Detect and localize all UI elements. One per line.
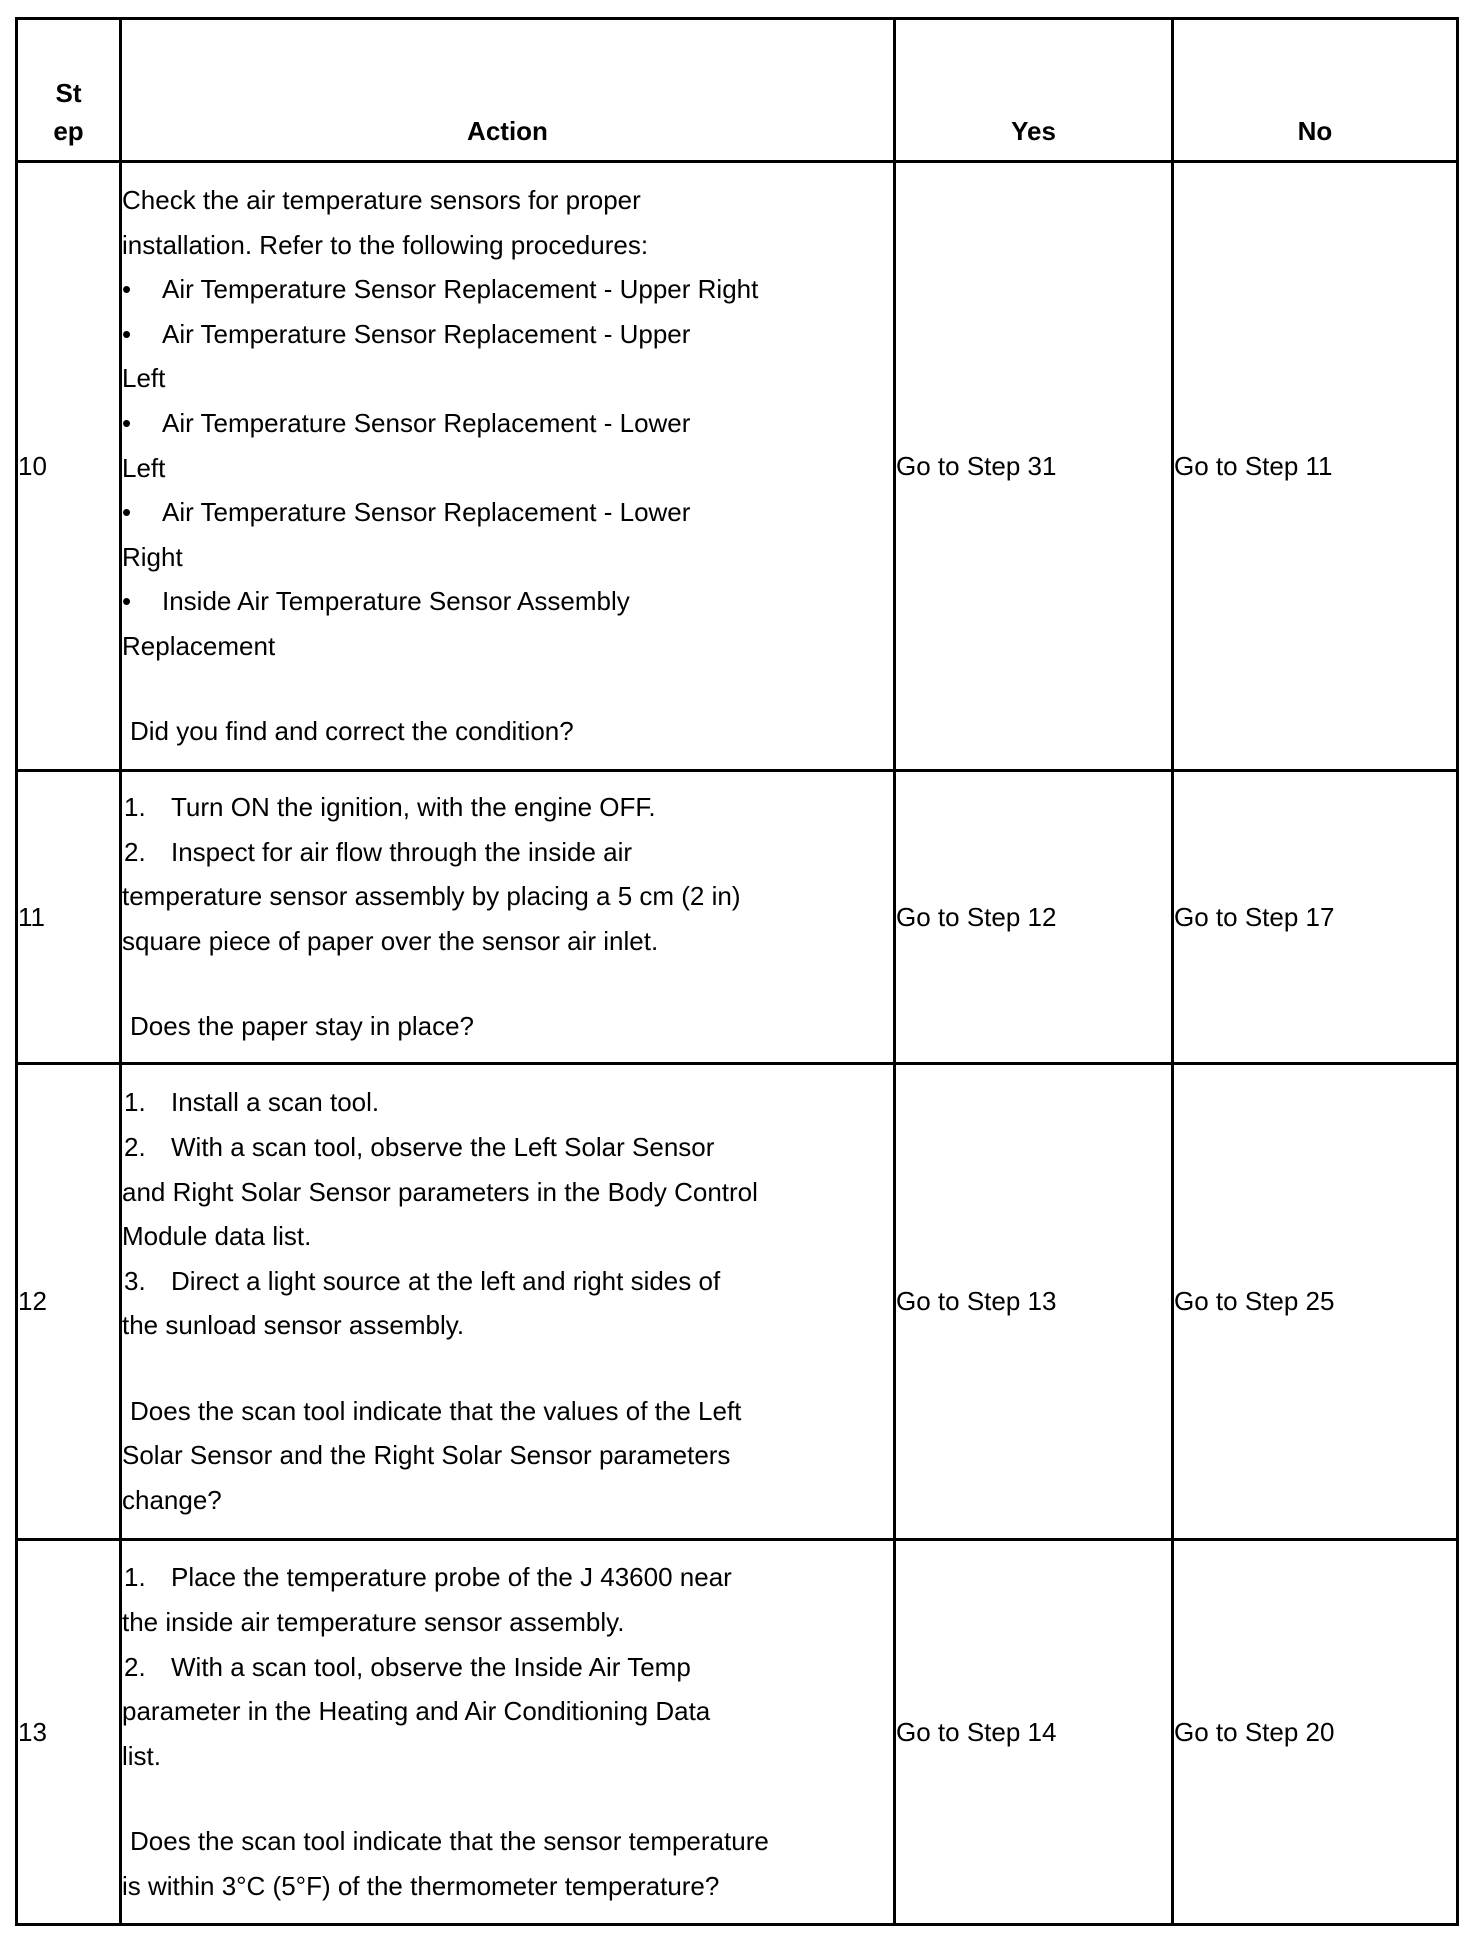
instruction-wrap-text: the inside air temperature sensor assembly. [122, 1607, 625, 1638]
bullet-icon: • [122, 274, 132, 305]
instruction-text: With a scan tool, observe the Inside Air Temp [171, 1651, 691, 1682]
no-result: Go to Step 25 [1173, 1064, 1458, 1540]
instruction-wrap-text: list. [122, 1740, 161, 1771]
yes-result: Go to Step 14 [895, 1540, 1173, 1925]
procedure-list-item [122, 267, 893, 312]
header-yes: Yes [895, 19, 1173, 162]
numbered-instruction [122, 1645, 893, 1690]
instruction-number: 1. [124, 1087, 146, 1118]
procedure-list-item [122, 401, 893, 446]
bullet-icon: • [122, 586, 132, 617]
procedure-link-text: Air Temperature Sensor Replacement - Upper Right [162, 274, 759, 305]
table-row [17, 1540, 1458, 1925]
bullet-icon: • [122, 318, 132, 349]
instruction-text: Install a scan tool. [171, 1087, 380, 1118]
numbered-instruction [122, 1555, 893, 1600]
instruction-number: 1. [124, 792, 146, 823]
instruction-number: 2. [124, 1651, 146, 1682]
procedure-wrap-text: Left [122, 363, 166, 394]
question-text: Did you find and correct the condition? [130, 716, 574, 747]
no-result: Go to Step 20 [1173, 1540, 1458, 1925]
procedure-wrap-text: Left [122, 452, 166, 483]
instruction-wrap-text: parameter in the Heating and Air Conditioning Data [122, 1696, 711, 1727]
instruction-wrap-text: the sunload sensor assembly. [122, 1310, 465, 1341]
diagnostic-table [15, 17, 1459, 1926]
instruction-text: Inspect for air flow through the inside air [171, 836, 633, 867]
instruction-wrap-text: temperature sensor assembly by placing a 5 cm (2 in) [122, 881, 741, 912]
procedure-list-item [122, 579, 893, 624]
numbered-instruction [122, 1125, 893, 1170]
question-text: Solar Sensor and the Right Solar Sensor parameters [122, 1440, 731, 1471]
table-row [17, 771, 1458, 1064]
header-step-label: St ep [53, 78, 84, 146]
instruction-wrap-text: Module data list. [122, 1221, 312, 1252]
table-row [17, 1064, 1458, 1540]
procedure-list-item [122, 490, 893, 535]
bullet-icon: • [122, 497, 132, 528]
step-number: 11 [17, 771, 121, 1064]
no-result: Go to Step 17 [1173, 771, 1458, 1064]
procedure-link-text: Inside Air Temperature Sensor Assembly [162, 586, 630, 617]
question-text: Does the scan tool indicate that the values of the Left [130, 1395, 742, 1426]
header-no: No [1173, 19, 1458, 162]
action-cell [121, 162, 895, 771]
action-text-line: installation. Refer to the following procedures: [122, 229, 649, 260]
question-text: Does the paper stay in place? [130, 1011, 474, 1042]
instruction-number: 2. [124, 836, 146, 867]
procedure-wrap-text: Replacement [122, 630, 276, 661]
action-cell [121, 1064, 895, 1540]
question-text: is within 3°C (5°F) of the thermometer temperature? [122, 1870, 720, 1901]
instruction-number: 2. [124, 1131, 146, 1162]
question-text: Does the scan tool indicate that the sensor temperature [130, 1826, 769, 1857]
instruction-text: With a scan tool, observe the Left Solar Sensor [171, 1131, 715, 1162]
header-action: Action [121, 19, 895, 162]
instruction-text: Turn ON the ignition, with the engine OFF. [171, 792, 656, 823]
numbered-instruction [122, 830, 893, 875]
procedure-link-text: Air Temperature Sensor Replacement - Lower [162, 407, 691, 438]
action-cell [121, 771, 895, 1064]
yes-result: Go to Step 13 [895, 1064, 1173, 1540]
numbered-instruction [122, 1259, 893, 1304]
instruction-number: 1. [124, 1562, 146, 1593]
action-text-line: Check the air temperature sensors for proper [122, 184, 641, 215]
instruction-text: Place the temperature probe of the J 43600 near [171, 1562, 732, 1593]
yes-result: Go to Step 12 [895, 771, 1173, 1064]
table-row [17, 162, 1458, 771]
header-row [17, 19, 1458, 162]
instruction-text: Direct a light source at the left and right sides of [171, 1265, 721, 1296]
step-number: 12 [17, 1064, 121, 1540]
step-number: 13 [17, 1540, 121, 1925]
instruction-number: 3. [124, 1265, 146, 1296]
numbered-instruction [122, 785, 893, 830]
bullet-icon: • [122, 407, 132, 438]
instruction-wrap-text: square piece of paper over the sensor air inlet. [122, 925, 659, 956]
procedure-link-text: Air Temperature Sensor Replacement - Upper [162, 318, 691, 349]
question-text: change? [122, 1485, 222, 1516]
procedure-wrap-text: Right [122, 541, 183, 572]
step-number: 10 [17, 162, 121, 771]
header-step [17, 19, 121, 162]
instruction-wrap-text: and Right Solar Sensor parameters in the Body Control [122, 1176, 758, 1207]
procedure-link-text: Air Temperature Sensor Replacement - Lower [162, 497, 691, 528]
yes-result: Go to Step 31 [895, 162, 1173, 771]
action-cell [121, 1540, 895, 1925]
procedure-list-item [122, 312, 893, 357]
no-result: Go to Step 11 [1173, 162, 1458, 771]
numbered-instruction [122, 1080, 893, 1125]
